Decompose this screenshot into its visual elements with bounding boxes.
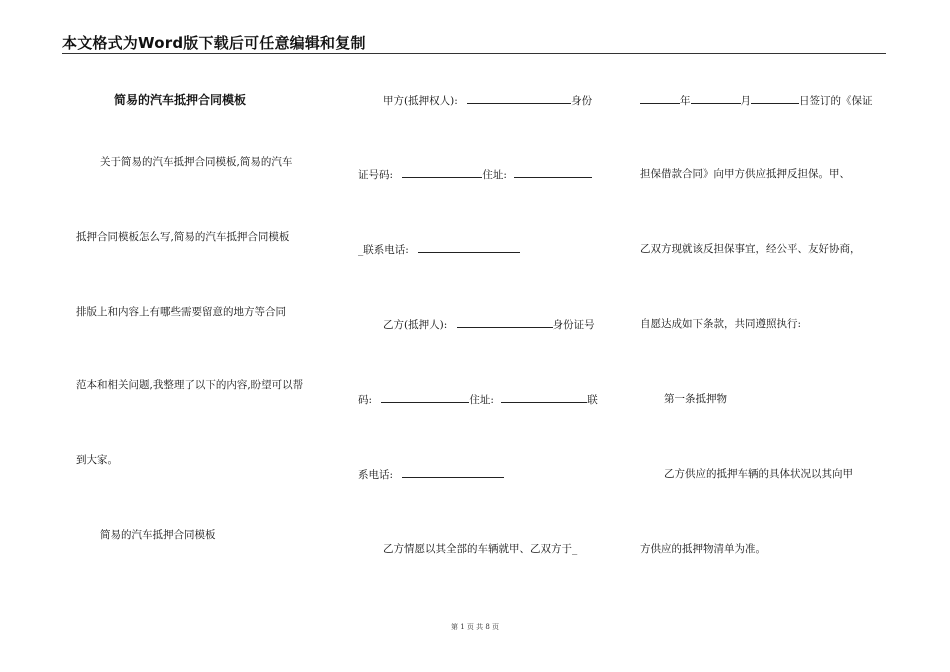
- party-b-phone-line: [358, 467, 504, 482]
- year-label: 年: [680, 95, 691, 107]
- day-label: 日签订的《保证: [799, 95, 873, 107]
- intro-line-4: 范本和相关问题,我整理了以下的内容,盼望可以帮: [76, 379, 304, 391]
- page-footer: 第 1 页 共 8 页: [450, 623, 500, 631]
- col3-line-2: 担保借款合同》向甲方供应抵押反担保。甲、: [640, 168, 850, 180]
- party-b-id-label-2: 码:: [358, 394, 373, 406]
- party-a-label: 甲方(抵押权人):: [383, 95, 458, 107]
- col3-line-3: 乙双方现就该反担保事宜，经公平、友好协商，: [640, 243, 861, 255]
- article-1-heading: 第一条抵押物: [664, 393, 727, 405]
- document-header: 本文格式为Word版下载后可任意编辑和复制: [62, 34, 366, 52]
- party-b-name-blank: [457, 317, 553, 328]
- party-b-id-label: 身份证号: [552, 319, 595, 331]
- party-a-name-blank: [467, 93, 571, 104]
- day-blank: [751, 93, 799, 104]
- date-line: [640, 93, 873, 108]
- party-a-addr-blank: [514, 167, 592, 178]
- party-b-line: [383, 317, 595, 332]
- party-b-label: 乙方(抵押人):: [383, 319, 448, 331]
- intro-line-1: 关于简易的汽车抵押合同模板,简易的汽车: [100, 156, 293, 168]
- party-b-addr-label: 住址:: [469, 394, 494, 406]
- party-b-phone-label: 系电话:: [358, 469, 394, 481]
- party-a-addr-label: 住址:: [482, 169, 507, 181]
- party-a-id-label: 身份: [571, 95, 593, 107]
- party-a-id-line: [358, 167, 592, 182]
- year-blank: [640, 93, 680, 104]
- month-label: 月: [740, 95, 751, 107]
- month-blank: [691, 93, 741, 104]
- party-b-addr-blank: [501, 392, 587, 403]
- col3-line-6: 乙方供应的抵押车辆的具体状况以其向甲: [664, 468, 853, 480]
- agreement-line: 乙方情愿以其全部的车辆就甲、乙双方于_: [383, 543, 578, 555]
- party-a-phone-blank: [418, 242, 520, 253]
- intro-line-2: 抵押合同模板怎么写,简易的汽车抵押合同模板: [76, 231, 290, 243]
- intro-line-3: 排版上和内容上有哪些需要留意的地方等合同: [76, 306, 286, 318]
- party-a-phone-line: [358, 242, 520, 257]
- party-a-id-blank: [402, 167, 482, 178]
- col3-line-4: 自愿达成如下条款，共同遵照执行:: [640, 318, 802, 330]
- party-a-line: [383, 93, 592, 108]
- col3-line-7: 方供应的抵押物清单为准。: [640, 543, 766, 555]
- intro-line-5: 到大家。: [76, 454, 118, 466]
- party-b-phone-blank: [402, 467, 504, 478]
- header-rule: [62, 53, 886, 54]
- party-b-phone-start: 联: [587, 394, 598, 406]
- party-a-id-label-2: 证号码:: [358, 169, 394, 181]
- section-subtitle: 简易的汽车抵押合同模板: [100, 529, 216, 541]
- party-b-id-line: [358, 392, 598, 407]
- doc-title: 简易的汽车抵押合同模板: [114, 93, 247, 107]
- party-b-id-blank: [381, 392, 469, 403]
- party-a-phone-label: _联系电话:: [358, 244, 409, 256]
